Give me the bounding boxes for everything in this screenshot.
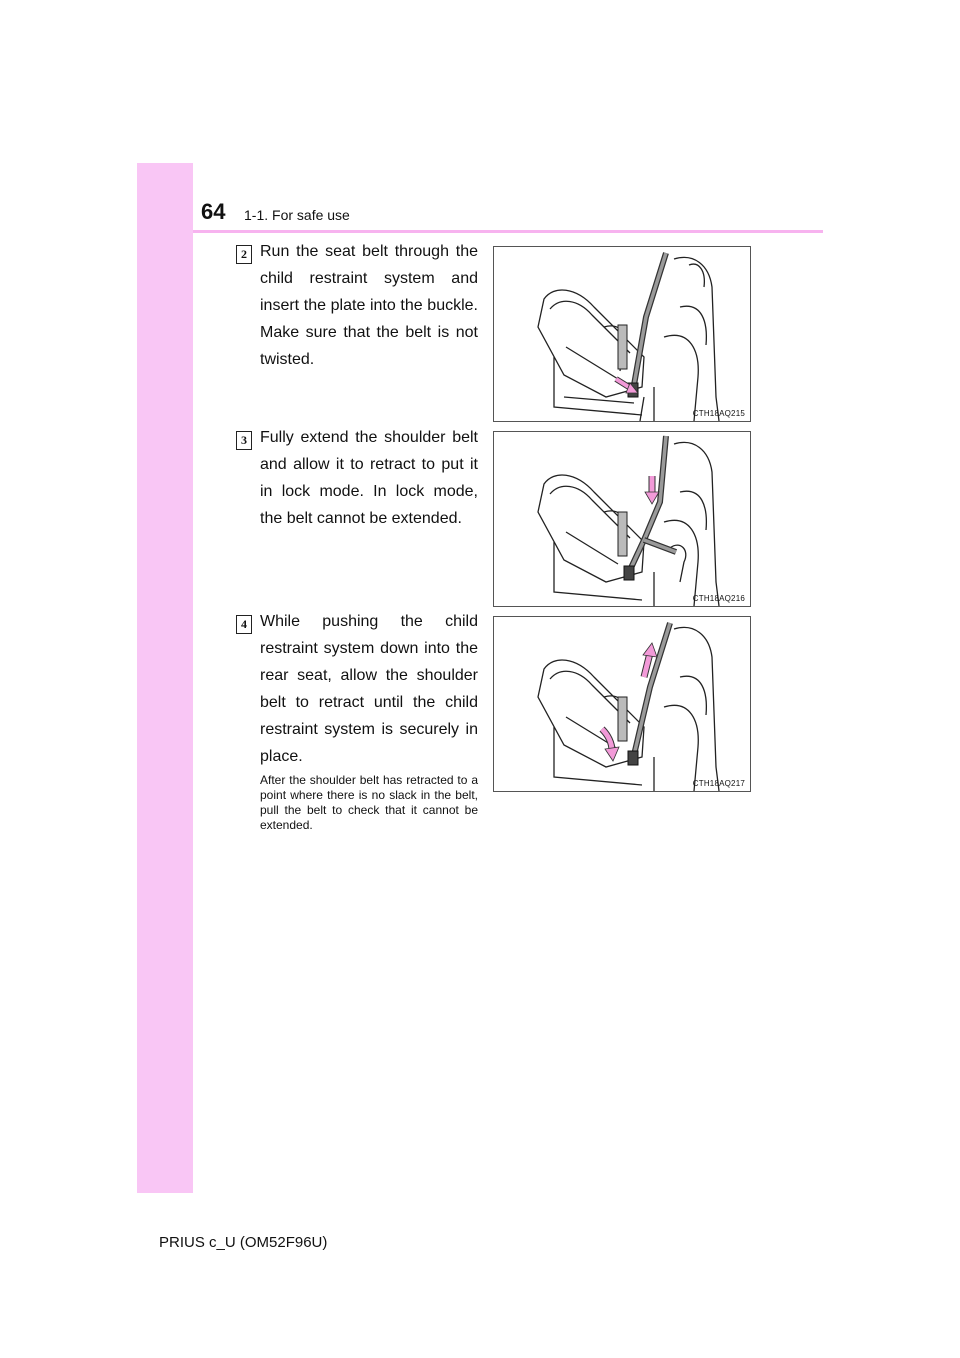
figure-code: CTH18AQ216 <box>692 594 745 603</box>
header-rule <box>193 230 823 233</box>
seat-belt-illustration <box>494 247 750 421</box>
step-number-badge: 3 <box>236 431 252 450</box>
step-number-badge: 2 <box>236 245 252 264</box>
seat-belt-illustration <box>494 617 750 791</box>
step-text: While pushing the child restraint system down into the rear seat, allow the shoulder belt to retract until the child restraint system is securely in place. <box>260 613 478 765</box>
footer-model: PRIUS c_U (OM52F96U) <box>159 1234 328 1251</box>
step-note: After the shoulder belt has retracted to a point where there is no slack in the belt, pull the belt to check that it cannot be extended. <box>260 773 478 832</box>
section-title: 1-1. For safe use <box>244 207 350 223</box>
page-number: 64 <box>201 199 226 224</box>
figure-code: CTH18AQ215 <box>692 409 745 418</box>
step-text: Fully extend the shoulder belt and allow it to retract to put it in lock mode. In lock mode, the belt cannot be extended. <box>260 429 478 527</box>
figure-code: CTH18AQ217 <box>692 779 745 788</box>
seat-belt-illustration <box>494 432 750 606</box>
step-number-badge: 4 <box>236 615 252 634</box>
illustration-step-2 <box>493 246 751 422</box>
step-text: Run the seat belt through the child restraint system and insert the plate into the buckle. Make sure that the belt is not twisted. <box>260 243 478 368</box>
illustration-step-3 <box>493 431 751 607</box>
illustration-step-4 <box>493 616 751 792</box>
side-tab <box>137 163 193 1193</box>
